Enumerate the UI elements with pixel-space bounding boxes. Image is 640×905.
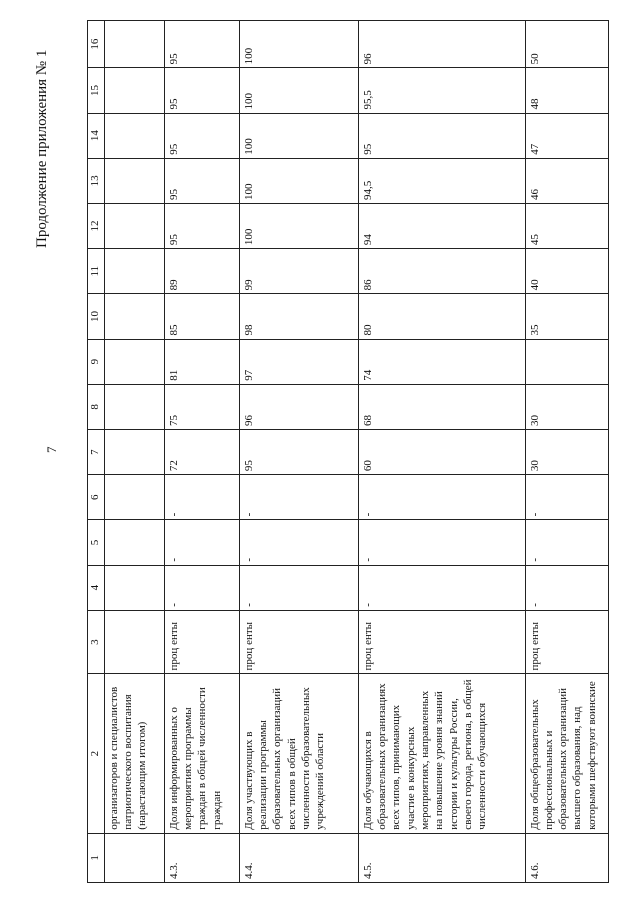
value [104,339,164,384]
column-number: 4 [88,565,105,610]
value [525,339,608,384]
value: - [358,565,525,610]
value: 99 [239,249,358,294]
value: - [358,520,525,565]
value [104,113,164,158]
table-row [525,21,608,883]
value [104,294,164,339]
value: 50 [525,21,608,68]
value: 81 [164,339,239,384]
row-number [104,833,164,882]
column-number: 12 [88,203,105,248]
value: - [525,520,608,565]
value [104,203,164,248]
value [104,249,164,294]
value: - [239,520,358,565]
value [104,68,164,113]
value: 95 [358,113,525,158]
value: - [239,565,358,610]
column-number: 2 [88,674,105,833]
value: - [525,565,608,610]
value: - [358,475,525,520]
column-number: 14 [88,113,105,158]
row-number: 4.3. [164,833,239,882]
value: 46 [525,158,608,203]
unit [104,610,164,674]
column-number: 1 [88,833,105,882]
value: 95 [164,203,239,248]
row-number: 4.5. [358,833,525,882]
value: 47 [525,113,608,158]
indicator-name: Доля информированных о мероприятиях программы граждан в общей численности граждан [164,674,239,833]
indicator-name: Доля общеобразовательных профессиональных и образовательных организаций высшего образования, над которыми шефствуют воинские [525,674,608,833]
table-row [104,21,164,883]
value: - [525,475,608,520]
column-number-row [88,21,105,883]
value: - [164,520,239,565]
value: 40 [525,249,608,294]
value: 97 [239,339,358,384]
value [104,475,164,520]
column-number: 16 [88,21,105,68]
value: 95,5 [358,68,525,113]
value: 94 [358,203,525,248]
value: 75 [164,384,239,429]
column-number: 11 [88,249,105,294]
value: 94,5 [358,158,525,203]
indicator-name: Доля участвующих в реализации программы образовательных организаций всех типов в общей численности образовательных учреждений области [239,674,358,833]
row-number: 4.6. [525,833,608,882]
column-number: 3 [88,610,105,674]
page-number: 7 [44,446,59,453]
value: - [164,475,239,520]
unit: проц енты [358,610,525,674]
indicator-name: Доля обучающихся в образовательных организациях всех типов, принимающих участие в конкурсных мероприятиях, направленных на повышение уровня знаний истории и культуры России, своего города, региона, в общей численности обучающихся [358,674,525,833]
value [104,565,164,610]
value: 98 [239,294,358,339]
indicator-name: организаторов и специалистов патриотического воспитания (нарастающим итогом) [104,674,164,833]
row-number: 4.4. [239,833,358,882]
value: 80 [358,294,525,339]
page-heading: Продолжение приложения № 1 [34,49,50,248]
value: 100 [239,21,358,68]
value: 95 [239,429,358,474]
value: - [239,475,358,520]
column-number: 10 [88,294,105,339]
column-number: 9 [88,339,105,384]
value [104,384,164,429]
value: 89 [164,249,239,294]
column-number: 5 [88,520,105,565]
column-number: 8 [88,384,105,429]
table-row [239,21,358,883]
value [104,158,164,203]
column-number: 13 [88,158,105,203]
indicator-table [87,20,609,883]
value: 72 [164,429,239,474]
value: 95 [164,158,239,203]
value [104,21,164,68]
unit: проц енты [525,610,608,674]
value: 95 [164,113,239,158]
value: 86 [358,249,525,294]
unit: проц енты [239,610,358,674]
value: 35 [525,294,608,339]
value: 100 [239,113,358,158]
table-row [358,21,525,883]
value: 95 [164,68,239,113]
column-number: 7 [88,429,105,474]
value: 68 [358,384,525,429]
value: - [164,565,239,610]
unit: проц енты [164,610,239,674]
value: 30 [525,384,608,429]
value: 30 [525,429,608,474]
value: 85 [164,294,239,339]
column-number: 15 [88,68,105,113]
value: 95 [164,21,239,68]
value: 100 [239,158,358,203]
value: 45 [525,203,608,248]
value: 60 [358,429,525,474]
column-number: 6 [88,475,105,520]
table-row [164,21,239,883]
value: 96 [239,384,358,429]
value: 74 [358,339,525,384]
value: 48 [525,68,608,113]
value: 100 [239,203,358,248]
value: 96 [358,21,525,68]
value [104,520,164,565]
value [104,429,164,474]
value: 100 [239,68,358,113]
